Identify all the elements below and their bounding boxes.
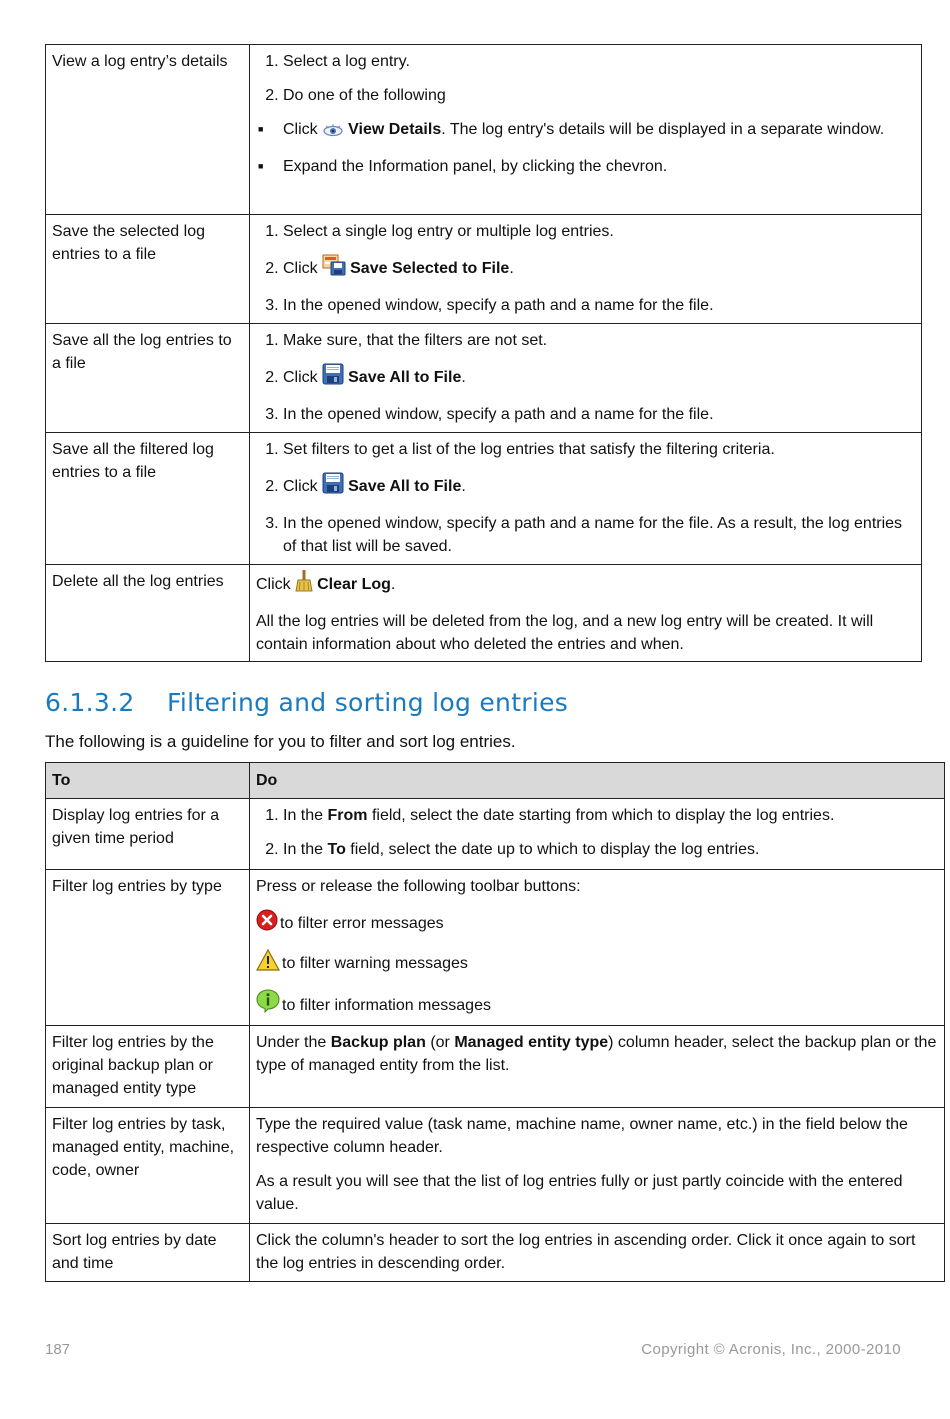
page-number: 187 xyxy=(45,1341,71,1358)
task-cell: View a log entry’s details xyxy=(46,45,250,215)
table-header-row xyxy=(46,763,945,799)
table-row xyxy=(46,215,922,324)
paragraph: Type the required value (task name, machine name, owner name, etc.) in the field below the respective column header. xyxy=(256,1116,908,1156)
step: 1. Select a log entry. xyxy=(283,50,915,73)
steps-cell xyxy=(250,45,922,215)
table-row xyxy=(46,1026,945,1108)
step: 1. Select a single log entry or multiple log entries. xyxy=(283,220,915,243)
steps-cell xyxy=(250,565,922,662)
column-header-to: To xyxy=(46,763,250,799)
log-actions-table xyxy=(45,44,922,662)
steps-cell xyxy=(250,1026,945,1108)
task-cell: Filter log entries by task, managed entity, machine, code, owner xyxy=(46,1108,250,1224)
step: 2. Click Save Selected to File. xyxy=(283,254,915,283)
info-icon xyxy=(256,989,280,1020)
steps-cell xyxy=(250,215,922,324)
task-cell: Filter log entries by the original backup plan or managed entity type xyxy=(46,1026,250,1108)
paragraph: All the log entries will be deleted from the log, and a new log entry will be created. It will contain information about who deleted the entries and when. xyxy=(256,613,874,653)
table-row xyxy=(46,324,922,433)
broom-icon xyxy=(295,570,313,599)
paragraph: to filter warning messages xyxy=(256,949,938,978)
step: 2. Click Save All to File. xyxy=(283,472,915,501)
steps-cell xyxy=(250,324,922,433)
error-icon xyxy=(256,909,278,938)
paragraph: Click Clear Log. xyxy=(256,570,915,599)
task-cell: Save all the log entries to a file xyxy=(46,324,250,433)
step: 1. Make sure, that the filters are not set. xyxy=(283,329,915,352)
bullet: ■ Click View Details. The log entry's details will be displayed in a separate window. xyxy=(283,118,915,144)
warning-icon xyxy=(256,949,280,978)
steps-cell xyxy=(250,799,945,870)
steps-cell xyxy=(250,1108,945,1224)
task-cell: Save all the filtered log entries to a file xyxy=(46,433,250,565)
steps-cell xyxy=(250,1224,945,1282)
table-row xyxy=(46,565,922,662)
task-cell: Filter log entries by type xyxy=(46,870,250,1026)
step: 3. In the opened window, specify a path and a name for the file. As a result, the log entries of that list will be saved. xyxy=(283,512,915,558)
table-row xyxy=(46,1224,945,1282)
paragraph: to filter error messages xyxy=(256,909,938,938)
step: 1. Set filters to get a list of the log entries that satisfy the filtering criteria. xyxy=(283,438,915,461)
floppy-disk-icon xyxy=(322,472,344,501)
step: 2. In the To field, select the date up to which to display the log entries. xyxy=(283,838,938,861)
column-header-do: Do xyxy=(250,763,945,799)
intro-text: The following is a guideline for you to filter and sort log entries. xyxy=(45,732,516,751)
table-row xyxy=(46,799,945,870)
copyright-text: Copyright © Acronis, Inc., 2000-2010 xyxy=(641,1341,901,1358)
step: 3. In the opened window, specify a path and a name for the file. xyxy=(283,403,915,426)
task-cell: Delete all the log entries xyxy=(46,565,250,662)
task-cell: Save the selected log entries to a file xyxy=(46,215,250,324)
task-cell: Sort log entries by date and time xyxy=(46,1224,250,1282)
paragraph: Click the column's header to sort the log entries in ascending order. Click it once again to sort the log entries in descending order. xyxy=(256,1232,916,1272)
step: 2. Click Save All to File. xyxy=(283,363,915,392)
filter-sort-table xyxy=(45,762,945,1282)
paragraph: As a result you will see that the list of log entries fully or just partly coincide with the entered value. xyxy=(256,1173,903,1213)
step: 3. In the opened window, specify a path and a name for the file. xyxy=(283,294,915,317)
bullet: ■ Expand the Information panel, by clicking the chevron. xyxy=(283,155,915,178)
floppy-disk-icon xyxy=(322,363,344,392)
task-cell: Display log entries for a given time period xyxy=(46,799,250,870)
paragraph: Under the Backup plan (or Managed entity type) column header, select the backup plan or the type of managed entity from the list. xyxy=(256,1034,937,1074)
section-heading: 6.1.3.2 Filtering and sorting log entries xyxy=(45,688,569,717)
steps-cell xyxy=(250,870,945,1026)
table-row xyxy=(46,433,922,565)
paragraph: to filter information messages xyxy=(256,989,938,1020)
save-selected-icon xyxy=(322,254,346,283)
step: 1. In the From field, select the date starting from which to display the log entries. xyxy=(283,804,938,827)
table-row xyxy=(46,870,945,1026)
step: 2. Do one of the following ■ Click View Details. The log entry's details will be displayed in a separate window. ■ Expand the Information panel, by clicking the chevron. xyxy=(283,84,915,178)
steps-cell xyxy=(250,433,922,565)
table-row xyxy=(46,45,922,215)
eye-icon xyxy=(322,121,344,144)
paragraph: Press or release the following toolbar buttons: xyxy=(256,878,581,895)
table-row xyxy=(46,1108,945,1224)
